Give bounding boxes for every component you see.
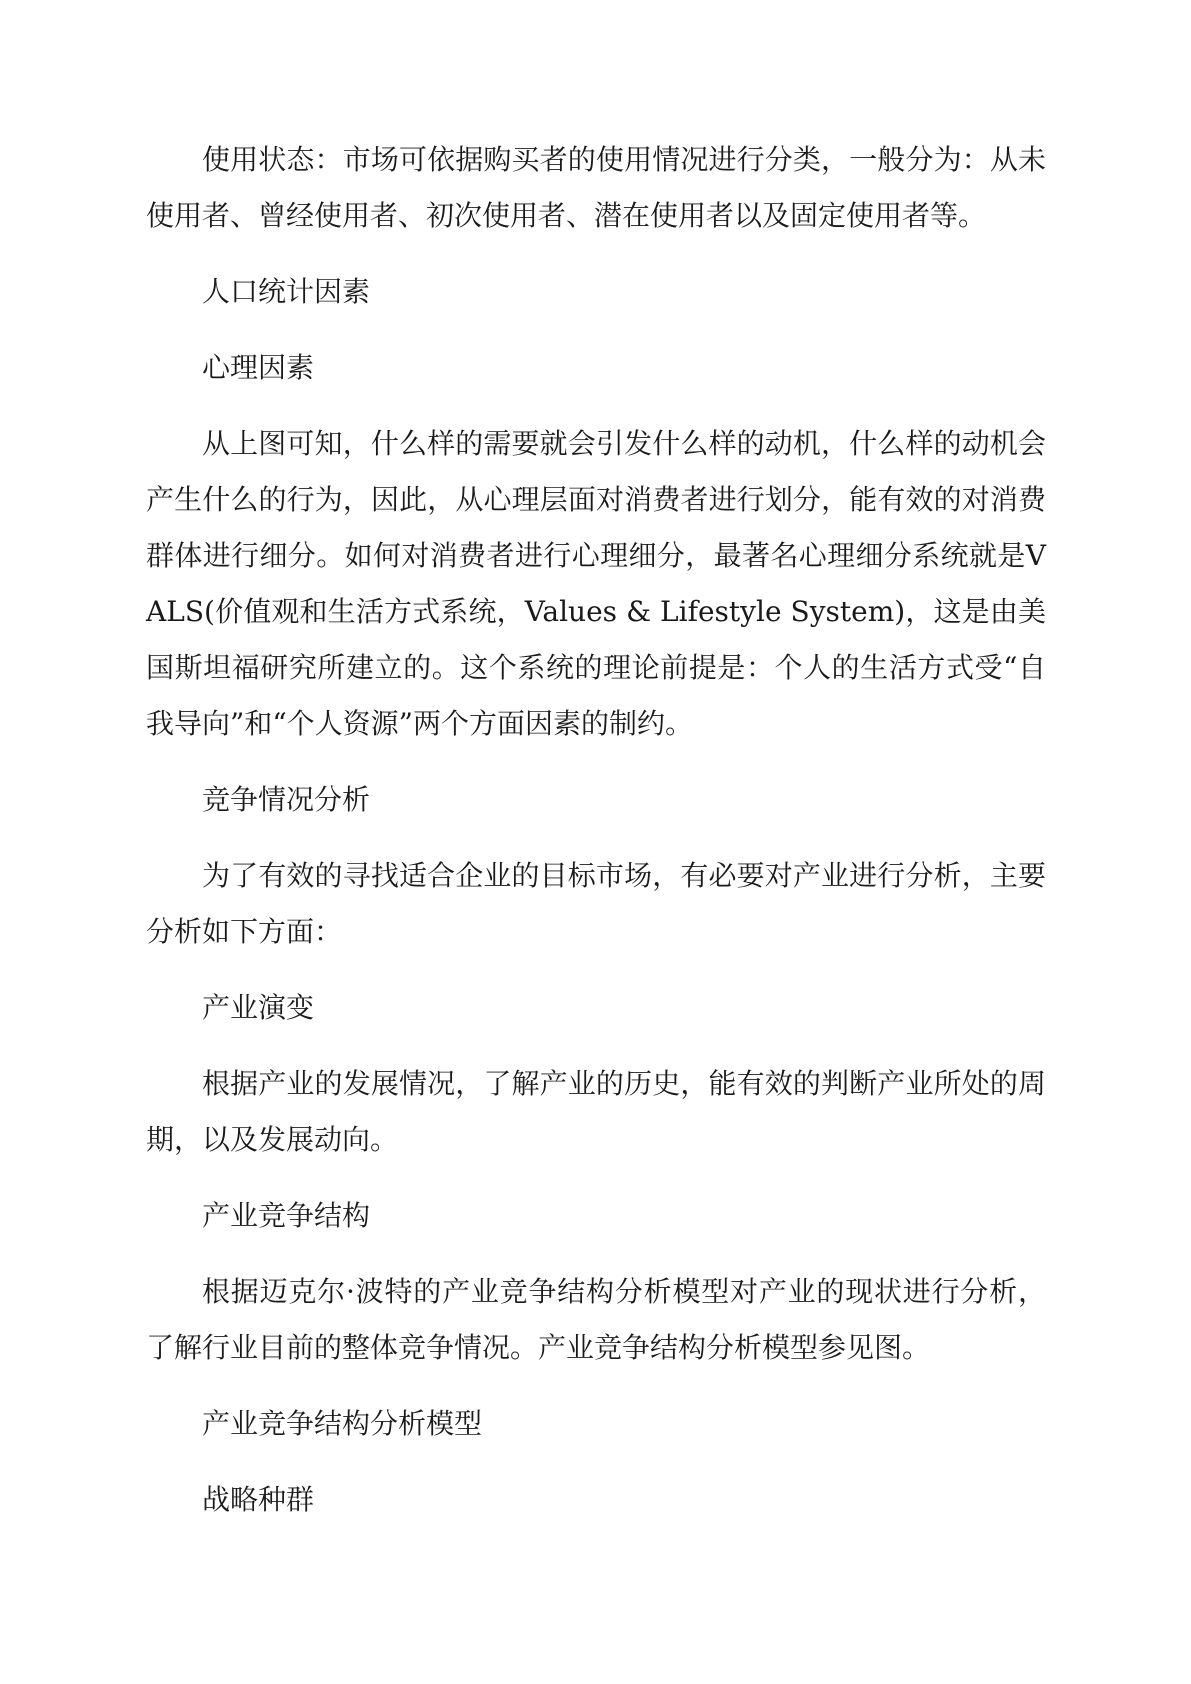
heading-structure-model: 产业竞争结构分析模型 bbox=[202, 1407, 483, 1440]
paragraph-industry-history: 根据产业的发展情况，了解产业的历史，能有效的判断产业所处的周期，以及发展动向。 bbox=[146, 1067, 1046, 1156]
document-body bbox=[146, 132, 1046, 1548]
heading-competitive-structure: 产业竞争结构 bbox=[202, 1199, 371, 1232]
heading-strategic-groups: 战略种群 bbox=[202, 1483, 315, 1516]
heading-demographic-factors: 人口统计因素 bbox=[202, 275, 371, 308]
heading-industry-evolution: 产业演变 bbox=[202, 991, 315, 1024]
paragraph-usage-status: 使用状态：市场可依据购买者的使用情况进行分类，一般分为：从未使用者、曾经使用者、初次使用者、潜在使用者以及固定使用者等。 bbox=[146, 143, 1046, 232]
paragraph-porter-model: 根据迈克尔·波特的产业竞争结构分析模型对产业的现状进行分析，了解行业目前的整体竞争情况。产业竞争结构分析模型参见图。 bbox=[146, 1275, 1046, 1364]
heading-psychological-factors: 心理因素 bbox=[202, 351, 315, 384]
heading-competition-analysis: 竞争情况分析 bbox=[202, 783, 371, 816]
paragraph-vals: 从上图可知，什么样的需要就会引发什么样的动机，什么样的动机会产生什么的行为，因此，从心理层面对消费者进行划分，能有效的对消费群体进行细分。如何对消费者进行心理细分，最著名心理细分系统就是VALS(价值观和生活方式系统，Values & Lifestyle System)，这是由美国斯坦福研究所建立的。这个系统的理论前提是：个人的生活方式受“自我导向”和“个人资源”两个方面因素的制约。 bbox=[146, 427, 1046, 740]
paragraph-industry-analysis: 为了有效的寻找适合企业的目标市场，有必要对产业进行分析，主要分析如下方面： bbox=[146, 859, 1046, 948]
